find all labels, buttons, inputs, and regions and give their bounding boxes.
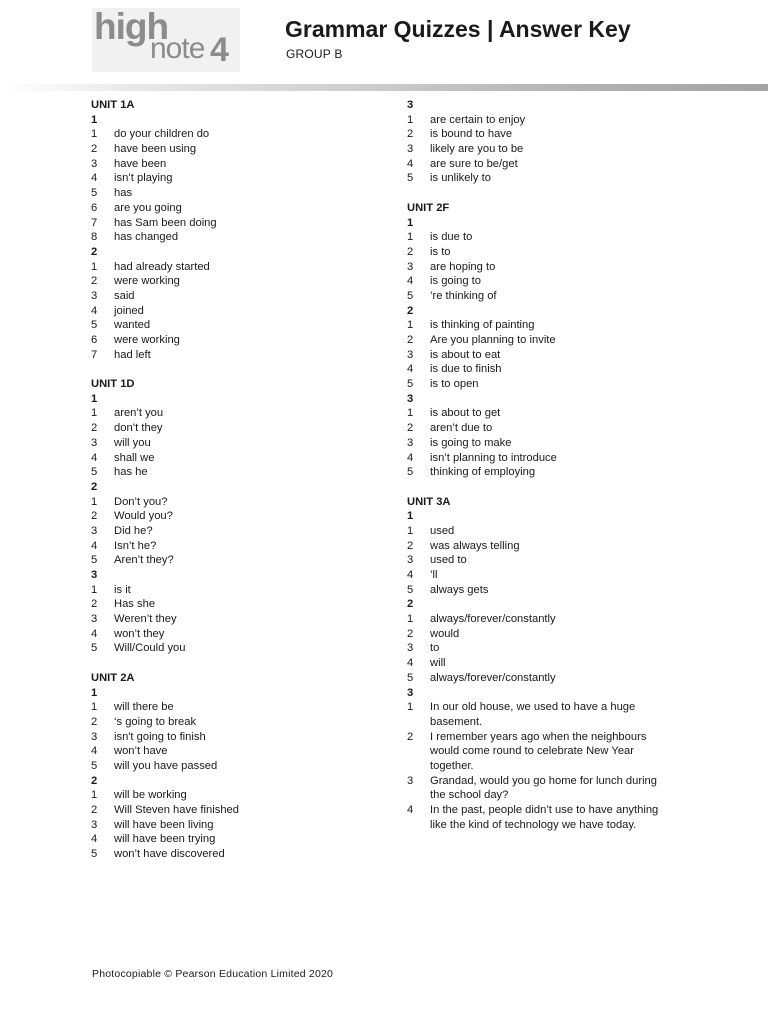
answer-item	[407, 245, 707, 260]
answer-item	[91, 157, 391, 172]
footer-copyright: Photocopiable © Pearson Education Limited 2020	[92, 968, 334, 980]
answer-text: do your children do	[114, 128, 210, 141]
answer-item	[407, 539, 707, 554]
answer-text: Would you?	[114, 510, 173, 523]
answer-text: Did he?	[114, 524, 153, 537]
answer-text: won’t have	[114, 745, 168, 758]
answer-text: isn't going to finish	[114, 730, 206, 743]
answer-item	[91, 289, 391, 304]
answer-text: said	[114, 289, 135, 302]
logo-number: 4	[210, 31, 229, 69]
logo-high-text: high	[94, 6, 169, 47]
exercise-number: 1	[91, 686, 98, 699]
answer-item	[91, 186, 391, 201]
answer-text: were working	[114, 334, 180, 346]
item-number: 3	[91, 613, 98, 626]
answer-item	[91, 495, 391, 510]
item-number: 2	[91, 275, 98, 288]
item-number: 3	[407, 143, 414, 156]
answer-text: is it	[114, 583, 131, 596]
answer-text: likely are you to be	[430, 143, 524, 156]
item-number: 7	[91, 348, 98, 361]
exercise-number: 3	[407, 686, 414, 699]
answer-text: is thinking of painting	[430, 319, 535, 332]
answer-text: will have been living	[114, 818, 214, 831]
item-number: 3	[91, 730, 98, 743]
answer-item	[91, 759, 391, 774]
answer-text: are you going	[114, 201, 182, 214]
answer-text: is to	[430, 245, 451, 258]
answer-item	[407, 612, 707, 627]
answer-item	[91, 421, 391, 436]
answer-text: the school day?	[430, 789, 509, 802]
item-number: 4	[91, 627, 98, 640]
answer-continuation	[407, 788, 707, 803]
item-number: 4	[91, 539, 98, 552]
answer-text: are sure to be/get	[430, 157, 518, 170]
answer-text: Will/Could you	[114, 642, 186, 655]
answer-text: is about to eat	[430, 348, 501, 361]
item-number: 4	[407, 451, 414, 464]
item-number: 3	[407, 436, 414, 449]
answer-item	[407, 142, 707, 157]
answer-item	[407, 803, 707, 818]
answer-item	[91, 230, 391, 245]
answer-text: isn’t playing	[114, 172, 173, 185]
unit-heading: UNIT 3A	[407, 495, 451, 508]
answer-text: aren’t due to	[430, 422, 493, 435]
item-number: 4	[91, 745, 98, 758]
exercise-number: 2	[407, 598, 414, 611]
answer-item	[407, 465, 707, 480]
answer-text: In the past, people didn’t use to have anything	[430, 804, 659, 816]
answer-item	[91, 465, 391, 480]
item-number: 4	[407, 569, 414, 581]
answer-item	[407, 730, 707, 745]
logo-note-text: note	[150, 32, 205, 65]
item-number: 1	[91, 583, 98, 596]
item-number: 1	[407, 113, 414, 126]
answer-text: Don’t you?	[114, 495, 168, 508]
exercise-number: 2	[91, 774, 98, 787]
answer-text: together.	[430, 759, 474, 772]
answer-text: will	[430, 657, 446, 670]
answer-item	[407, 583, 707, 598]
answer-text: ‘s going to break	[114, 715, 197, 728]
answer-text: joined	[114, 304, 144, 317]
item-number: 4	[407, 275, 414, 288]
answer-item	[407, 289, 707, 304]
item-number: 4	[91, 451, 98, 464]
answer-item	[91, 627, 391, 642]
item-number: 3	[91, 289, 98, 302]
answer-item	[407, 157, 707, 172]
answer-text: will have been trying	[114, 833, 216, 846]
answer-text: is going to	[430, 275, 481, 288]
answer-item	[407, 451, 707, 466]
page-title: Grammar Quizzes | Answer Key	[285, 16, 631, 42]
answer-item	[91, 788, 391, 803]
page-header	[0, 0, 768, 84]
item-number: 3	[91, 818, 98, 831]
answer-text: Will Steven have finished	[114, 804, 239, 816]
answer-item	[407, 362, 707, 377]
exercise-number: 1	[407, 510, 414, 523]
answer-item	[91, 304, 391, 319]
answer-text: had already started	[114, 260, 210, 273]
item-number: 1	[407, 524, 414, 537]
answer-item	[407, 406, 707, 421]
answer-text: like the kind of technology we have today.	[430, 818, 637, 831]
answer-text: is due to finish	[430, 363, 502, 376]
answer-text: are certain to enjoy	[430, 113, 526, 126]
item-number: 4	[91, 833, 98, 846]
item-number: 2	[407, 539, 414, 552]
unit-heading: UNIT 2A	[91, 671, 135, 684]
answer-text: Weren’t they	[114, 613, 177, 626]
answer-item	[91, 436, 391, 451]
item-number: 3	[91, 436, 98, 449]
answer-item	[91, 539, 391, 554]
item-number: 3	[407, 554, 414, 567]
item-number: 5	[91, 642, 98, 655]
answer-item	[407, 656, 707, 671]
item-number: 2	[91, 598, 98, 611]
item-number: 5	[91, 466, 98, 479]
answer-text: is about to get	[430, 407, 501, 420]
answer-item	[91, 406, 391, 421]
answer-text: isn’t planning to introduce	[430, 451, 557, 464]
exercise-number: 3	[91, 569, 98, 581]
item-number: 1	[91, 701, 98, 714]
item-number: 2	[407, 128, 414, 141]
item-number: 2	[407, 245, 414, 258]
answer-item	[91, 348, 391, 363]
item-number: 5	[407, 671, 414, 684]
exercise-number: 1	[91, 392, 98, 405]
answer-item	[91, 451, 391, 466]
answer-text: always/forever/constantly	[430, 671, 556, 684]
answer-item	[407, 641, 707, 656]
item-number: 6	[91, 334, 98, 346]
answer-text: were working	[114, 275, 180, 288]
answer-item	[407, 171, 707, 186]
answer-item	[91, 260, 391, 275]
answer-item	[407, 113, 707, 128]
answer-item	[91, 583, 391, 598]
item-number: 3	[407, 260, 414, 273]
answer-text: would come round to celebrate New Year	[430, 745, 634, 758]
item-number: 3	[91, 157, 98, 170]
item-number: 5	[407, 466, 414, 479]
answer-text: Are you planning to invite	[430, 334, 556, 346]
answer-item	[91, 700, 391, 715]
answer-item	[91, 142, 391, 157]
answer-text: is to open	[430, 378, 479, 391]
left-column	[91, 98, 391, 862]
answer-item	[91, 803, 391, 818]
answer-item	[91, 832, 391, 847]
answer-text: is going to make	[430, 436, 512, 449]
answer-text: used	[430, 524, 455, 537]
answer-text: Grandad, would you go home for lunch during	[430, 774, 658, 787]
answer-item	[91, 847, 391, 862]
item-number: 2	[91, 715, 98, 728]
answer-item	[407, 230, 707, 245]
answer-text: had left	[114, 348, 151, 361]
answer-text: won’t have discovered	[114, 848, 225, 861]
answer-item	[407, 318, 707, 333]
item-number: 2	[91, 422, 98, 435]
answer-text: have been	[114, 157, 167, 170]
item-number: 2	[407, 627, 414, 640]
item-number: 1	[91, 407, 98, 420]
item-number: 1	[91, 260, 98, 273]
item-number: 4	[407, 657, 414, 670]
item-number: 3	[407, 774, 414, 787]
answer-item	[407, 568, 707, 583]
answer-item	[91, 818, 391, 833]
item-number: 5	[407, 583, 414, 596]
section-gap	[91, 656, 391, 671]
item-number: 4	[407, 804, 414, 816]
item-number: 1	[407, 231, 414, 244]
answer-text: I remember years ago when the neighbours	[430, 730, 647, 743]
item-number: 1	[407, 407, 414, 420]
answer-item	[407, 627, 707, 642]
answer-text: thinking of employing	[430, 466, 536, 479]
item-number: 1	[91, 789, 98, 802]
answer-text: don’t they	[114, 422, 163, 435]
answer-text: was always telling	[430, 539, 520, 552]
item-number: 4	[407, 157, 414, 170]
answer-continuation	[407, 818, 707, 833]
unit-heading: UNIT 1D	[91, 378, 135, 391]
item-number: 8	[91, 231, 98, 244]
answer-item	[91, 509, 391, 524]
answer-item	[91, 641, 391, 656]
answer-item	[91, 201, 391, 216]
item-number: 5	[91, 187, 98, 200]
item-number: 2	[91, 510, 98, 523]
item-number: 2	[407, 730, 414, 743]
answer-text: is unlikely to	[430, 172, 491, 185]
item-number: 3	[407, 348, 414, 361]
item-number: 2	[407, 334, 414, 346]
item-number: 2	[91, 804, 98, 816]
answer-item	[91, 127, 391, 142]
exercise-number: 2	[91, 245, 98, 258]
answer-continuation	[407, 715, 707, 730]
item-number: 1	[91, 128, 98, 141]
answer-item	[407, 421, 707, 436]
answer-item	[407, 436, 707, 451]
answer-text: to	[430, 642, 440, 655]
answer-item	[91, 612, 391, 627]
answer-item	[407, 700, 707, 715]
answer-item	[91, 274, 391, 289]
answer-item	[407, 127, 707, 142]
answer-item	[91, 730, 391, 745]
item-number: 1	[407, 613, 414, 626]
item-number: 4	[407, 363, 414, 376]
answer-text: are hoping to	[430, 260, 496, 273]
item-number: 5	[407, 172, 414, 185]
item-number: 7	[91, 216, 98, 229]
answer-text: has changed	[114, 231, 179, 244]
answer-text: has	[114, 187, 133, 200]
exercise-number: 2	[407, 304, 414, 317]
answer-text: has he	[114, 466, 148, 479]
answer-continuation	[407, 759, 707, 774]
answer-item	[407, 377, 707, 392]
answer-text: won’t they	[114, 627, 165, 640]
answer-text: always/forever/constantly	[430, 613, 556, 626]
answer-text: is bound to have	[430, 128, 513, 141]
answer-item	[91, 318, 391, 333]
answer-text: basement.	[430, 715, 483, 728]
item-number: 5	[407, 289, 414, 302]
item-number: 2	[91, 143, 98, 156]
answer-text: In our old house, we used to have a huge	[430, 701, 636, 714]
answer-item	[407, 333, 707, 348]
answer-item	[91, 553, 391, 568]
answer-text: has Sam been doing	[114, 216, 217, 229]
header-divider	[0, 84, 768, 91]
answer-text: will be working	[114, 789, 187, 802]
exercise-number: 1	[91, 113, 98, 126]
answer-text: have been using	[114, 143, 197, 156]
section-gap	[407, 480, 707, 495]
answer-item	[407, 774, 707, 789]
answer-text: shall we	[114, 451, 155, 464]
answer-item	[407, 260, 707, 275]
answer-item	[91, 333, 391, 348]
item-number: 5	[407, 378, 414, 391]
answer-text: always gets	[430, 583, 489, 596]
answer-text: aren’t you	[114, 407, 164, 420]
answer-text: will you have passed	[114, 759, 218, 772]
page-subtitle: GROUP B	[286, 47, 343, 61]
answer-text: would	[430, 627, 460, 640]
exercise-number: 3	[407, 99, 414, 111]
answer-item	[91, 744, 391, 759]
answer-text: Has she	[114, 598, 156, 611]
answer-text: is due to	[430, 231, 473, 244]
answer-text: used to	[430, 554, 467, 567]
item-number: 3	[407, 642, 414, 655]
right-column	[407, 98, 707, 832]
exercise-number: 2	[91, 480, 98, 493]
item-number: 2	[407, 422, 414, 435]
item-number: 5	[91, 554, 98, 567]
answer-item	[91, 216, 391, 231]
answer-item	[407, 524, 707, 539]
exercise-number: 3	[407, 392, 414, 405]
answer-text: ’ll	[430, 569, 438, 581]
section-gap	[91, 362, 391, 377]
item-number: 1	[91, 495, 98, 508]
answer-continuation	[407, 744, 707, 759]
item-number: 4	[91, 172, 98, 185]
answer-item	[91, 171, 391, 186]
item-number: 1	[407, 701, 414, 714]
item-number: 6	[91, 201, 98, 214]
section-gap	[407, 186, 707, 201]
answer-item	[91, 715, 391, 730]
unit-heading: UNIT 1A	[91, 99, 135, 111]
item-number: 3	[91, 524, 98, 537]
answer-item	[407, 348, 707, 363]
answer-text: Aren’t they?	[114, 554, 174, 567]
item-number: 4	[91, 304, 98, 317]
answer-text: will you	[114, 436, 151, 449]
item-number: 5	[91, 319, 98, 332]
answer-text: ’re thinking of	[430, 289, 497, 302]
item-number: 5	[91, 848, 98, 861]
answer-item	[91, 524, 391, 539]
exercise-number: 1	[407, 216, 414, 229]
item-number: 5	[91, 759, 98, 772]
answer-item	[407, 274, 707, 289]
answer-item	[407, 553, 707, 568]
answer-text: wanted	[114, 319, 151, 332]
answer-text: Isn’t he?	[114, 539, 157, 552]
answer-text: will there be	[114, 701, 174, 714]
answer-item	[91, 597, 391, 612]
answer-item	[407, 671, 707, 686]
item-number: 1	[407, 319, 414, 332]
unit-heading: UNIT 2F	[407, 201, 450, 214]
